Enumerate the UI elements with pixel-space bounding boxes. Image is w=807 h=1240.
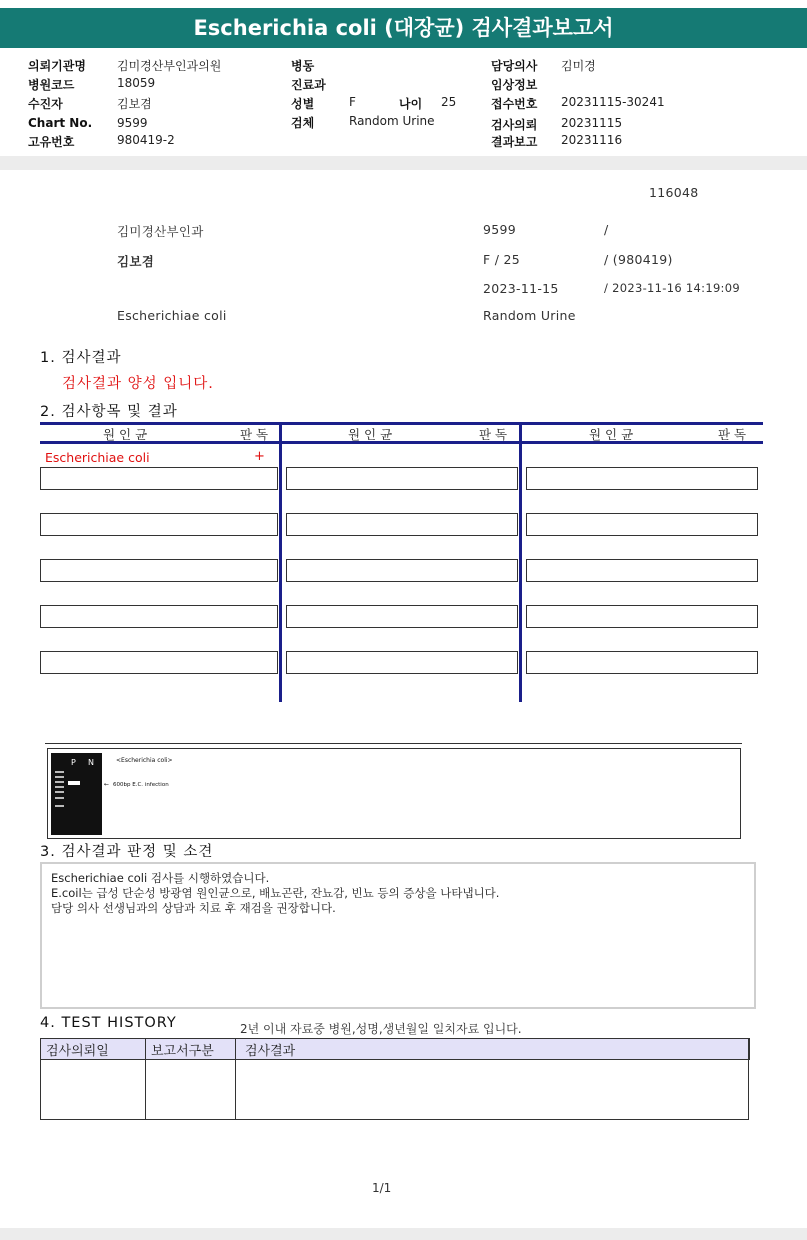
col2-judgement-header: 판 독 — [479, 427, 508, 442]
label-specimen: 검체 — [291, 116, 315, 130]
info-patient: 김보겸 — [117, 254, 155, 269]
opinion-box — [40, 862, 756, 1009]
gel-caption: <Escherichia coli> — [116, 757, 173, 764]
label-chart-no: Chart No. — [28, 116, 93, 130]
opinion-line: E.coil는 급성 단순성 방광염 원인균으로, 배뇨곤란, 잔뇨감, 빈뇨 등의 증상을 나타냅니다. — [51, 886, 500, 900]
info-birth: / (980419) — [604, 252, 673, 267]
empty-result-box — [40, 605, 278, 628]
history-right-border — [748, 1038, 749, 1119]
value-specimen: Random Urine — [349, 114, 435, 128]
empty-result-box — [286, 651, 518, 674]
label-patient: 수진자 — [28, 97, 63, 111]
positive-band — [68, 781, 80, 785]
table-header-rule — [40, 441, 763, 444]
section-3-title: 3. 검사결과 판정 및 소견 — [40, 844, 214, 860]
section-4-title: 4. TEST HISTORY — [40, 1015, 177, 1031]
value-age: 25 — [441, 95, 457, 109]
value-report-date: 20231116 — [561, 133, 623, 147]
col1-judgement-header: 판 독 — [240, 427, 269, 442]
col3-pathogen-header: 원 인 균 — [589, 427, 634, 442]
label-ward: 병동 — [291, 59, 315, 73]
gel-band-label: 600bp E.C. infection — [113, 782, 169, 788]
history-bottom-border — [40, 1119, 749, 1120]
ladder-band — [55, 771, 64, 773]
gel-lane-p: P — [71, 758, 76, 767]
history-col-result: 검사결과 — [245, 1044, 296, 1059]
empty-result-box — [40, 559, 278, 582]
ladder-band — [55, 791, 64, 793]
report-title: Escherichia coli (대장균) 검사결과보고서 — [0, 8, 807, 48]
info-specimen: Random Urine — [483, 308, 576, 323]
ladder-band — [55, 797, 64, 799]
label-department: 진료과 — [291, 78, 326, 92]
empty-result-box — [286, 605, 518, 628]
label-receipt-no: 접수번호 — [491, 97, 538, 111]
table-divider-1 — [279, 422, 282, 702]
value-patient: 김보겸 — [117, 97, 152, 111]
label-sex: 성별 — [291, 97, 315, 111]
empty-result-box — [286, 467, 518, 490]
gel-top-rule — [45, 743, 742, 744]
info-sex-age: F / 25 — [483, 252, 521, 267]
opinion-line: 담당 의사 선생님과의 상담과 치료 후 재검을 권장합니다. — [51, 901, 336, 915]
section-1-title: 1. 검사결과 — [40, 350, 122, 366]
empty-result-box — [526, 605, 758, 628]
page-separator — [0, 156, 807, 170]
history-header-row — [40, 1038, 750, 1060]
page-bottom-band — [0, 1228, 807, 1240]
info-received: 2023-11-15 — [483, 281, 559, 296]
empty-result-box — [526, 559, 758, 582]
value-hospital-code: 18059 — [117, 76, 156, 90]
col2-pathogen-header: 원 인 균 — [348, 427, 393, 442]
label-doctor: 담당의사 — [491, 59, 538, 73]
empty-result-box — [286, 559, 518, 582]
value-doctor: 김미경 — [561, 59, 596, 73]
history-left-border — [40, 1038, 41, 1119]
label-unique-no: 고유번호 — [28, 135, 75, 149]
label-age: 나이 — [399, 97, 423, 111]
empty-result-box — [40, 513, 278, 536]
empty-result-box — [526, 651, 758, 674]
label-report-date: 결과보고 — [491, 135, 538, 149]
result-pathogen: Escherichiae coli — [45, 450, 150, 465]
value-receipt-no: 20231115-30241 — [561, 95, 665, 109]
section-2-title: 2. 검사항목 및 결과 — [40, 404, 178, 420]
history-col-request-date: 검사의뢰일 — [46, 1044, 109, 1059]
col1-pathogen-header: 원 인 균 — [103, 427, 148, 442]
opinion-line: Escherichiae coli 검사를 시행하였습니다. — [51, 871, 270, 885]
history-note: 2년 이내 자료중 병원,성명,생년월일 일치자료 입니다. — [240, 1022, 522, 1036]
label-institution: 의뢰기관명 — [28, 59, 86, 73]
empty-result-box — [286, 513, 518, 536]
gel-lane-n: N — [88, 758, 94, 767]
page-number: 1/1 — [372, 1181, 392, 1195]
value-chart-no: 9599 — [117, 116, 148, 130]
label-hospital-code: 병원코드 — [28, 78, 75, 92]
value-sex: F — [349, 95, 356, 109]
info-test: Escherichiae coli — [117, 308, 227, 323]
ladder-band — [55, 776, 64, 778]
result-positive-text: 검사결과 양성 입니다. — [62, 376, 214, 392]
band-arrow-icon: ← — [104, 781, 110, 788]
gel-electrophoresis-image — [51, 753, 102, 835]
table-top-rule — [40, 422, 763, 425]
empty-result-box — [526, 513, 758, 536]
table-divider-2 — [519, 422, 522, 702]
value-institution: 김미경산부인과의원 — [117, 59, 222, 73]
col3-judgement-header: 판 독 — [718, 427, 747, 442]
info-chart: 9599 — [483, 222, 517, 237]
label-request-date: 검사의뢰 — [491, 118, 538, 132]
label-clinical-info: 임상정보 — [491, 78, 538, 92]
info-code: 116048 — [649, 185, 699, 200]
empty-result-box — [40, 467, 278, 490]
history-col-divider — [145, 1038, 146, 1119]
value-request-date: 20231115 — [561, 116, 623, 130]
info-reported: / 2023-11-16 14:19:09 — [604, 281, 740, 295]
empty-result-box — [40, 651, 278, 674]
history-col-divider — [235, 1038, 236, 1119]
info-hospital: 김미경산부인과 — [117, 224, 204, 239]
history-col-report-type: 보고서구분 — [151, 1044, 214, 1059]
value-unique-no: 980419-2 — [117, 133, 175, 147]
ladder-band — [55, 805, 64, 807]
empty-result-box — [526, 467, 758, 490]
ladder-band — [55, 786, 64, 788]
result-judgement: + — [254, 449, 265, 464]
info-slash: / — [604, 222, 609, 237]
ladder-band — [55, 781, 64, 783]
